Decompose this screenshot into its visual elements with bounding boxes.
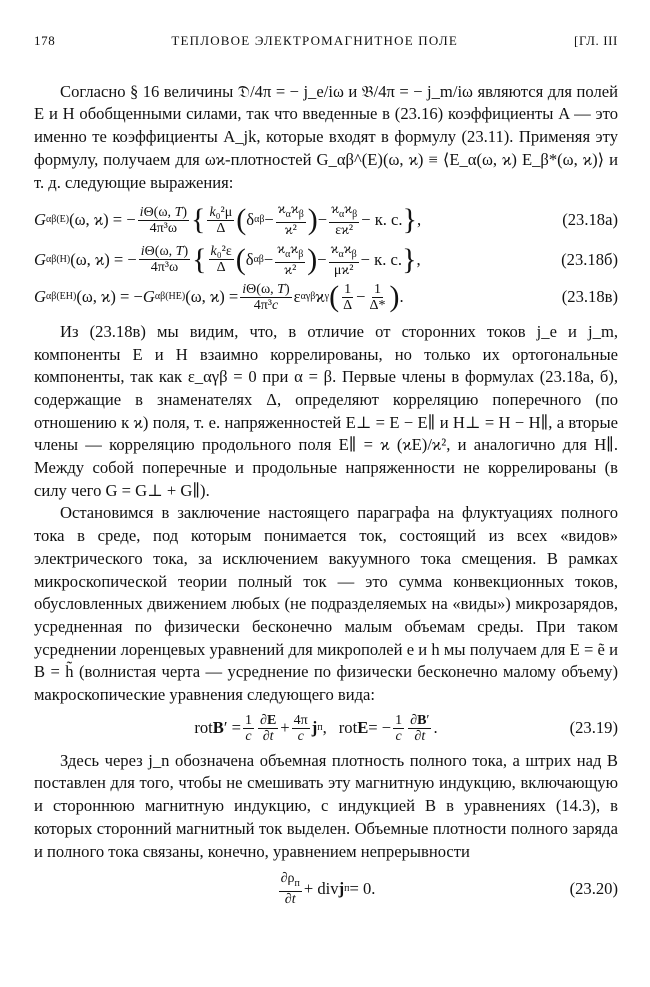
equation-23-20 <box>34 871 618 907</box>
equation-body: G αβ (H) (ω, ϰ) = − $\frac{i\Theta(\omega, T)}{\text{4π³ω}}$ { $\frac{\text{k₀²ε}}{\Delta}$ ( δ αβ − $\frac{ϰ_\alpha ϰ_\beta}{\text{ϰ²}}$ ) − $\frac{ϰ_\alpha ϰ_\beta}{\text{μϰ²}}$ − к. с. } , <box>34 242 421 278</box>
equation-body: $\frac{\partial\rho_п}{\partial t}$ + div j п = 0. <box>280 871 376 908</box>
running-title: ТЕПЛОВОЕ ЭЛЕКТРОМАГНИТНОЕ ПОЛЕ <box>171 33 458 48</box>
equation-number: (23.18б) <box>561 249 618 269</box>
equation-number: (23.18а) <box>562 209 618 229</box>
equation-body: rot B ′ = $\frac{1}{c}$ $\frac{\partial E}{\partial t}$ + $\frac{4\pi}{c}$ j п , rot E = − $\frac{1}{c}$ $\frac{\partial B'}{\partial t}$ . <box>194 712 438 744</box>
equation-number: (23.18в) <box>561 286 618 306</box>
page-header <box>34 30 618 53</box>
paragraph-3: Остановимся в заключение настоящего параграфа на флуктуациях полного тока в среде, под которым понимается ток, состоящий из всех «видов» электрического тока, за исключением вакуумного тока смещения. В рамках микроскопической теории полный ток — это сумма конвекционных токов, обусловленных движением любых (не подразделяемых на «виды») микрозарядов, усредненная по физически бесконечно малым объемам среды. При таком усреднении лоренцевых уравнений для микрополей e и h мы получаем для E = ẽ и B = h̃ (волнистая черта — усреднение по физически бесконечно малому объему) макроскопические уравнения следующего вида: <box>34 503 618 705</box>
equation-number: (23.19) <box>569 717 618 737</box>
chapter-label: [ГЛ. III <box>574 33 618 48</box>
paragraph-1: Согласно § 16 величины 𝔇/4π = − j_e/iω и 𝔅/4π = − j_m/iω являются для полей E и H обобщенными силами, так что введенные в (23.16) коэффициенты A — это именно те коэффициенты A_jk, которые входят в формулу (23.11). Применяя эту формулу, получаем для ωϰ-плотностей G_αβ^(E)(ω, ϰ) ≡ ⟨E_α(ω, ϰ) E_β*(ω, ϰ)⟩ и т. д. следующие выражения: <box>34 81 618 192</box>
equation-body: G αβ (E) (ω, ϰ) = − $\frac{i\Theta(\omega, T)}{\text{4π³ω}}$ { $\frac{\text{k₀²μ}}{\Delta}$ ( δ αβ − $\frac{ϰ_\alpha ϰ_\beta}{\text{ϰ²}}$ ) − $\frac{ϰ_\alpha ϰ_\beta}{\text{εϰ²}}$ − к. с. } , <box>34 202 422 239</box>
equation-body: G αβ (EH) (ω, ϰ) = − G αβ (HE) (ω, ϰ) = $\frac{i\Theta(\omega, T)}{\text{4π³c}}$ ε αγβ ϰ γ ( $\frac{1}{\Delta}$ − $\frac{1}{\Delta*}$ ) . <box>34 280 404 314</box>
equation-number: (23.20) <box>569 878 618 898</box>
page-number: 178 <box>34 33 56 48</box>
equation-23-18a <box>34 202 618 238</box>
paragraph-4: Здесь через j_n обозначена объемная плотность полного тока, а штрих над B поставлен для того, чтобы не смешивать эту магнитную индукцию, включающую и стороннюю магнитную индукцию, с индукцией B в уравнениях (14.3), в которых сторонний магнитный ток выделен. Объемные плотности полного заряда и полного тока связаны, конечно, уравнением непрерывности <box>34 750 618 861</box>
equation-23-18v <box>34 282 618 313</box>
equation-23-19 <box>34 713 618 744</box>
equation-23-18b <box>34 242 618 278</box>
paragraph-2: Из (23.18в) мы видим, что, в отличие от сторонних токов j_e и j_m, компоненты E и H взаимно коррелированы, но только их ортогональные компоненты, так как ε_αγβ = 0 при α = β. Первые члены в формулах (23.18а, б), содержащие в знаменателях Δ, определяют корреляцию поперечного (по отношению к ϰ) поля, т. е. напряженностей E⊥ = E − E∥ и H⊥ = H − H∥, а вторые члены — корреляцию продольного поля E∥ = ϰ (ϰE)/ϰ², и аналогично для H∥. Между собой поперечные и продольные напряженности не коррелированы (в силу чего G = G⊥ + G∥). <box>34 321 618 500</box>
